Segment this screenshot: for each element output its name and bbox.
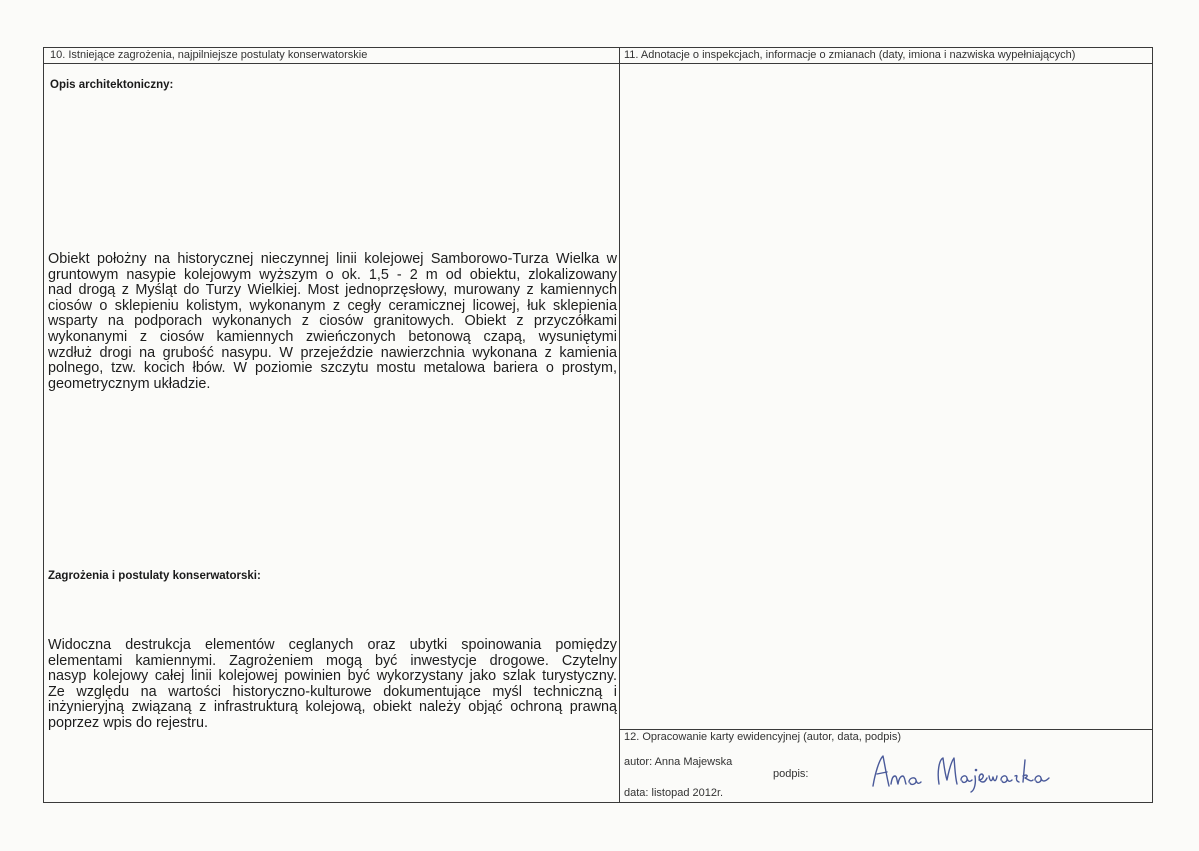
threat-line: Widoczna destrukcja elementów ceglanych oraz ubytki spoinowania pomiędzy	[48, 638, 617, 653]
arch-line: wykonanymi z ciosów kamiennych zwieńczonych betonową czapą, wysuniętymi	[48, 329, 617, 345]
threat-line: Ze względu na wartości historyczno-kulturowe dokumentujące myśl techniczną i	[48, 684, 617, 700]
column-divider	[619, 48, 620, 802]
threat-line: poprzez wpis do rejestru.	[48, 715, 208, 731]
section12-heading: 12. Opracowanie karty ewidencyjnej (autor, data, podpis)	[624, 731, 901, 743]
threat-line: nasyp kolejowy całej linii kolejowej powinien być wykorzystany jako szlak turystyczny.	[48, 669, 617, 685]
arch-line: gruntowym nasypie kolejowym wyższym o ok. 1,5 - 2 m od obiektu, zlokalizowany	[48, 267, 617, 283]
arch-line: geometrycznym układzie.	[48, 376, 211, 392]
arch-line: nad drogą z Myśląt do Turzy Wielkiej. Most jednoprzęsłowy, murowany z kamiennych	[48, 283, 617, 299]
threat-line: inżynieryjną związaną z infrastrukturą kolejową, obiekt należy objąć ochroną prawną	[48, 700, 617, 716]
section10-heading: 10. Istniejące zagrożenia, najpilniejsze postulaty konserwatorskie	[50, 49, 368, 61]
author-field: autor: Anna Majewska	[624, 756, 733, 768]
header-divider	[44, 63, 1152, 64]
signature-label: podpis:	[773, 768, 809, 780]
handwritten-signature	[865, 746, 1055, 796]
arch-line: polnego, tzw. kocich łbów. W poziomie szczytu mostu metalowa bariera o prostym,	[48, 361, 617, 377]
architectural-description-text	[48, 252, 617, 392]
arch-line: ciosów o sklepieniu kolistym, wykonanym z cegły ceramicznej licowej, łuk sklepienia	[48, 298, 617, 314]
arch-line: Obiekt położny na historycznej nieczynnej linii kolejowej Samborowo-Turza Wielka w	[48, 252, 617, 267]
threats-text	[48, 638, 617, 732]
arch-line: wzdłuż drogi na grubość nasypu. W przejeździe nawierzchnia wykonana z kamienia	[48, 345, 617, 361]
threat-line: elementami kamiennymi. Zagrożeniem mogą być inwestycje drogowe. Czytelny	[48, 653, 617, 669]
section11-heading: 11. Adnotacje o inspekcjach, informacje o zmianach (daty, imiona i nazwiska wypełniających)	[624, 49, 1076, 61]
threats-label: Zagrożenia i postulaty konserwatorski:	[48, 570, 261, 582]
architectural-description-label: Opis architektoniczny:	[50, 79, 174, 91]
date-field: data: listopad 2012r.	[624, 787, 724, 799]
section12-divider	[620, 729, 1152, 730]
arch-line: wsparty na podporach wykonanych z ciosów granitowych. Obiekt z przyczółkami	[48, 314, 617, 330]
